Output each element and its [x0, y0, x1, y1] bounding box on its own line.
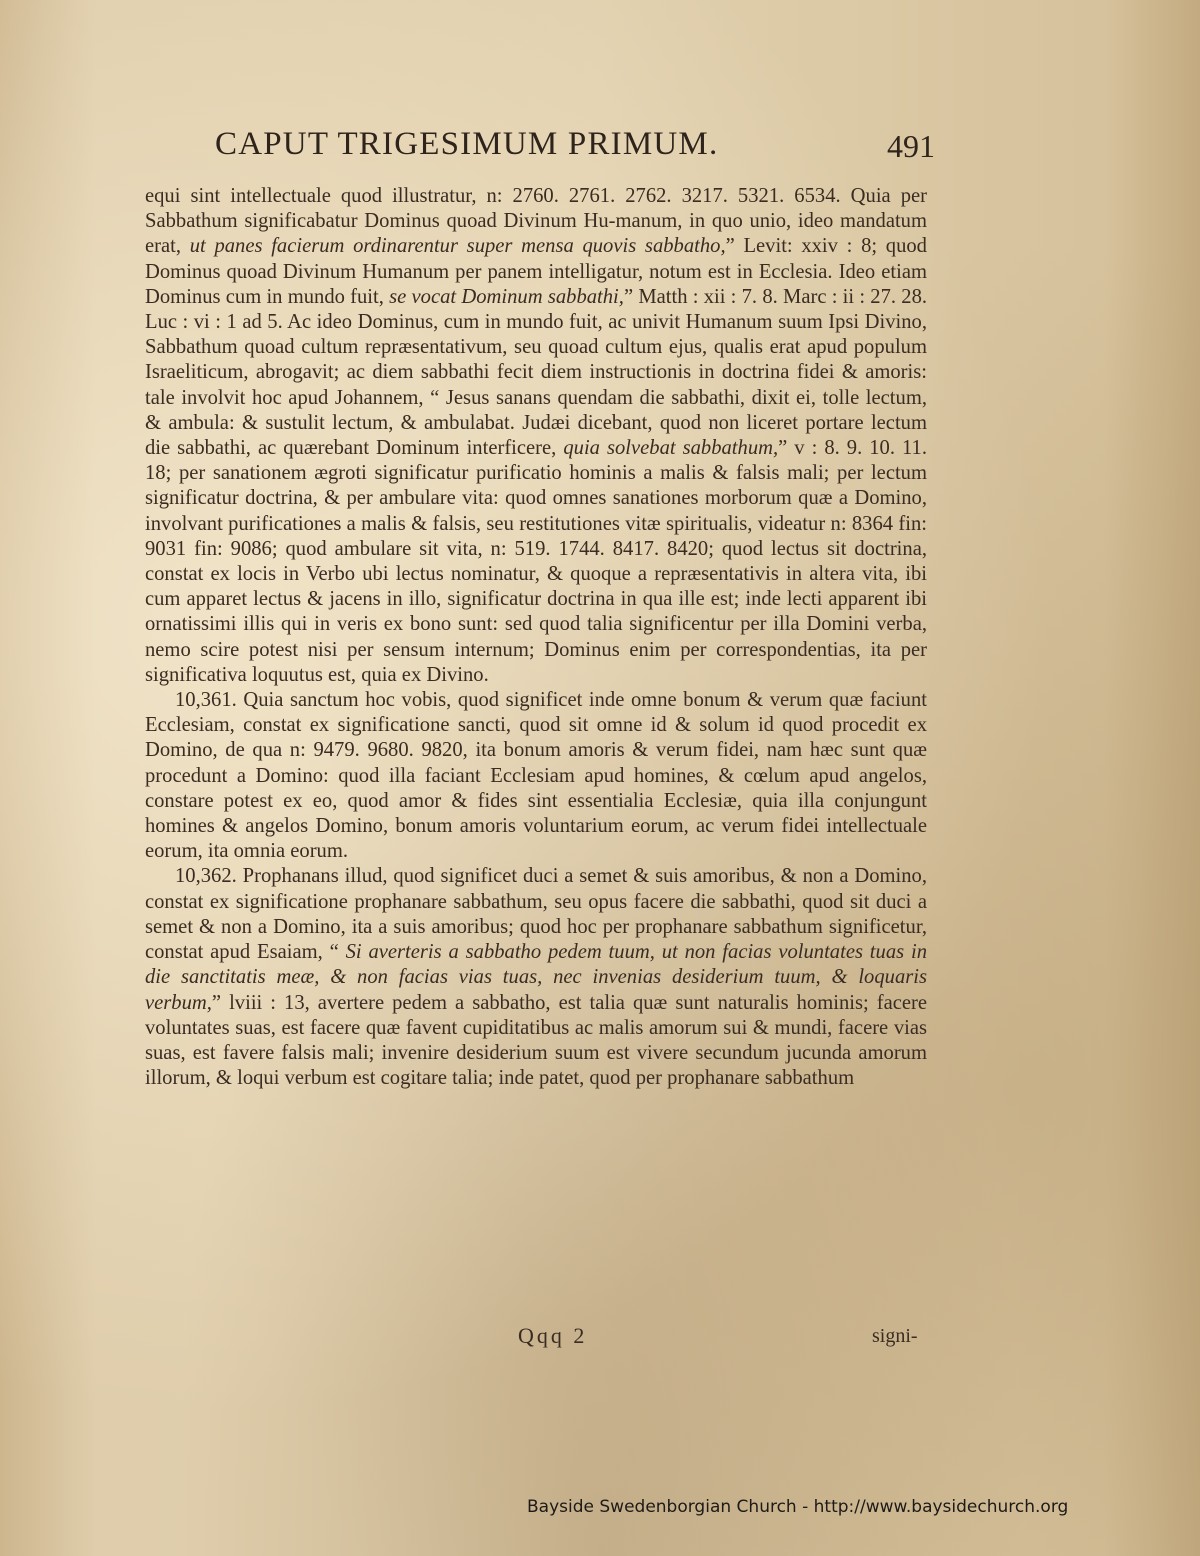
text-run: ” Matth : xii : 7. 8. Marc : ii : 27. 28. Luc : vi : 1 ad 5. Ac ideo Dominus, cum in mundo fuit, ac univit Humanum suum Ipsi Divino, Sabbathum quoad cultum repræsentativum, seu quoad cultum ejus, qualis erat apud populum Israeliticum, abrogavit; ac diem sabbathi fecit diem instructionis in doctrina fidei & amoris: tale involvit hoc apud Johannem, “ Jesus sanans quendam die sabbathi, dixit ei, tolle lectum, & ambula: & sustulit lectum, & ambulabat. Judæi dicebant, quod non liceret portare lectum die sabbathi, ac quærebant Dominum interficere,	[145, 285, 928, 460]
running-title: CAPUT TRIGESIMUM PRIMUM.	[215, 126, 719, 162]
text-run: 10,362. Prophanans illud, quod significet duci a semet & suis amoribus, & non a Domino, constat ex significatione prophanare sabbathum, seu opus facere die sabbathi, quod sit duci a semet & non a Domino, ita a suis amoribus; quod hoc per prophanare sabbathum significetur, constat apud Esaiam, “	[145, 865, 927, 964]
watermark-credit: Bayside Swedenborgian Church - http://www.baysidechurch.org	[527, 1497, 1069, 1517]
paragraph-10362	[145, 864, 927, 1091]
running-head	[215, 126, 935, 172]
catchword: signi-	[872, 1325, 918, 1347]
text-run: ” v : 8. 9. 10. 11. 18; per sanationem ægroti significatur purificatio hominis a malis & falsis mali; per lectum significatur doctrina, & per ambulare vita: quod omnes sanationes morborum quæ a Domino, involvant purificationes a malis & falsis, seu restitutiones vitæ spiritualis, videatur n: 8364 fin: 9031 fin: 9086; quod ambulare sit vita, n: 519. 1744. 8417. 8420; quod lectus sit doctrina, constat ex locis in Verbo ubi lectus nominatur, & quoque a repræsentativis in altera vita, ibi cum apparet lectus & jacens in illo, significatur doctrina in qua ille est; inde lecti apparent ibi ornatissimi illis qui in veris ex bono sunt: sed quod talia significentur per illa Domini verba, nemo scire potest nisi per sensum internum; Dominus enim per correspondentias, ita per significativa loquutus est, quia ex Divino.	[145, 437, 927, 686]
paragraph-10361: 10,361. Quia sanctum hoc vobis, quod significet inde omne bonum & verum quæ faciunt Ecclesiam, constat ex significatione sancti, quod sit omne id & solum id quod procedit ex Domino, de qua n: 9479. 9680. 9820, ita bonum amoris & verum fidei, nam hæc sunt quæ procedunt a Domino: quod illa faciant Ecclesiam apud homines, & cœlum apud angelos, constare potest ex eo, quod amor & fides sint essentialia Ecclesiæ, quia illa conjungunt homines & angelos Domino, bonum amoris voluntarium eorum, ac verum fidei intellectuale eorum, ita omnia eorum.	[145, 689, 927, 863]
body-text	[145, 184, 927, 1091]
text-run: 6534. Quia per Sabbathum significabatur Dominus quoad Divinum Hu-	[145, 185, 927, 233]
text-run: ” lviii : 13, avertere pedem a sabbatho, est talia quæ sunt naturalis hominis; facere voluntates suas, est facere quæ favent cupiditatibus ac malis amorum sui & mundi, facere vias suas, est favere falsis mali; invenire desiderium suum est vivere secundum jucunda amorum illorum, & loqui verbum est cogitare talia; inde patet, quod per prophanare sabbathum	[145, 991, 927, 1090]
page-number: 491	[887, 128, 935, 164]
paragraph-continuation	[145, 184, 927, 688]
italic-quote: se vocat Dominum sabbathi,	[389, 285, 624, 308]
italic-quote: Si averteris a sabbatho pedem tuum, ut non facias voluntates tuas in die sanctitatis meæ, & non facias vias tuas, nec invenias desiderium tuum, & loquaris verbum,	[145, 941, 927, 1014]
italic-quote: ut panes facierum ordinarentur super mensa quovis sabbatho,	[189, 235, 726, 258]
italic-quote: quia solvebat sabbathum,	[563, 437, 779, 460]
text-run: equi sint intellectuale quod illustratur, n: 2760. 2761. 2762. 3217. 5321.	[145, 185, 785, 207]
text-run: manum, in quo unio, ideo mandatum erat,	[145, 210, 927, 258]
signature-mark: Qqq 2	[518, 1323, 588, 1348]
text-run: ” Levit: xxiv : 8; quod Dominus quoad Divinum Humanum per panem intelligatur, notum est in Ecclesia. Ideo etiam Dominus cum in mundo fuit,	[145, 235, 927, 308]
